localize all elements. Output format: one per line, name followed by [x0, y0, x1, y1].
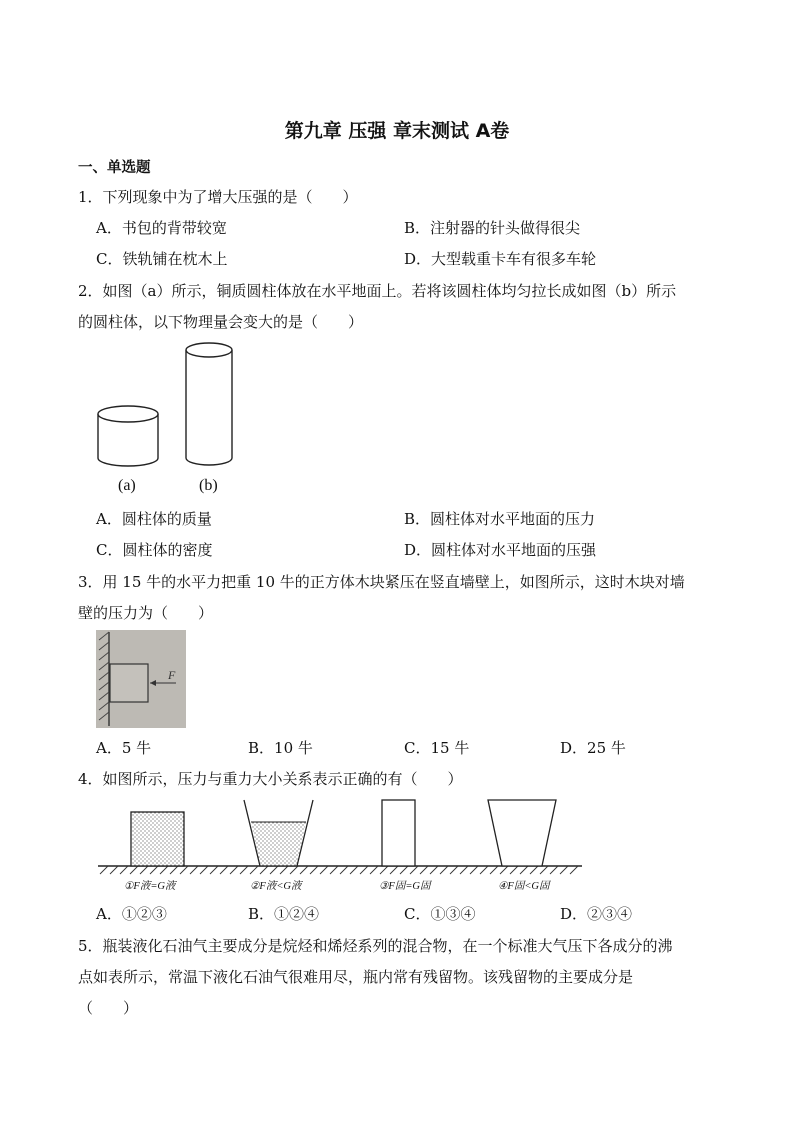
page-title: 第九章 压强 章末测试 A卷	[284, 120, 510, 142]
wood-block	[110, 664, 148, 702]
q1-option-c: C．铁轨铺在枕木上	[96, 250, 228, 268]
pressure-containers-figure	[98, 796, 588, 880]
q4-option-a: A．①②③	[96, 905, 167, 923]
q3-option-a: A．5 牛	[96, 739, 152, 757]
fig4-caption-1: ①F液=G液	[124, 881, 176, 892]
q1-option-b: B．注射器的针头做得很尖	[404, 219, 581, 237]
q4-option-d: D．②③④	[560, 905, 633, 923]
q3-option-b: B．10 牛	[248, 739, 313, 757]
container-1-liquid	[131, 812, 184, 866]
q4-stem: 4．如图所示，压力与重力大小关系表示正确的有（ ）	[78, 770, 463, 788]
q3-option-d: D．25 牛	[560, 739, 626, 757]
q4-option-b: B．①②④	[248, 905, 320, 923]
q2-option-a: A．圆柱体的质量	[96, 510, 212, 528]
fig4-caption-2: ②F液<G液	[250, 881, 302, 892]
q1-option-d: D．大型载重卡车有很多车轮	[404, 250, 597, 268]
q3-stem-line1: 3．用 15 牛的水平力把重 10 牛的正方体木块紧压在竖直墙壁上，如图所示，这时木块对墙	[78, 573, 685, 591]
q2-stem-line2: 的圆柱体，以下物理量会变大的是（ ）	[78, 313, 364, 331]
q3-option-c: C．15 牛	[404, 739, 470, 757]
q1-stem: 1．下列现象中为了增大压强的是（ ）	[78, 188, 358, 206]
q2-option-c: C．圆柱体的密度	[96, 541, 213, 559]
q2-option-b: B．圆柱体对水平地面的压力	[404, 510, 596, 528]
q4-option-c: C．①③④	[404, 905, 476, 923]
q1-option-a: A．书包的背带较宽	[96, 219, 227, 237]
solid-3	[382, 800, 415, 866]
fig4-caption-4: ④F固<G固	[498, 881, 550, 892]
section-heading: 一、单选题	[78, 160, 151, 176]
q5-stem-line3: （ ）	[78, 999, 139, 1017]
solid-4	[488, 800, 556, 866]
q5-stem-line1: 5．瓶装液化石油气主要成分是烷烃和烯烃系列的混合物，在一个标准大气压下各成分的沸	[78, 937, 673, 955]
force-label: F	[168, 668, 176, 682]
q5-stem-line2: 点如表所示，常温下液化石油气很难用尽，瓶内常有残留物。该残留物的主要成分是	[78, 968, 634, 986]
fig4-caption-3: ③F固=G固	[379, 881, 431, 892]
q3-stem-line2: 壁的压力为（ ）	[78, 604, 214, 622]
fig-label-a: (a)	[118, 477, 136, 494]
q2-stem-line1: 2．如图（a）所示，铜质圆柱体放在水平地面上。若将该圆柱体均匀拉长成如图（b）所示	[78, 282, 677, 300]
fig-label-b: (b)	[199, 477, 218, 494]
wall-block-figure	[96, 630, 186, 728]
cylinder-b	[186, 350, 232, 465]
q2-option-d: D．圆柱体对水平地面的压强	[404, 541, 597, 559]
container-2-liquid-fill	[251, 822, 306, 866]
cylinders-figure	[90, 338, 250, 478]
